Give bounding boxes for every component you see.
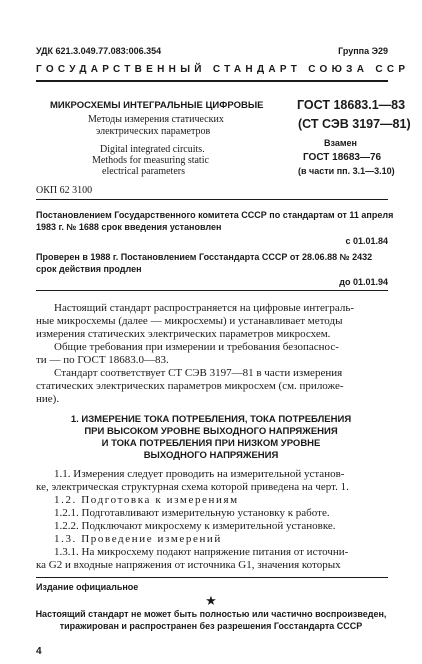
clause-1-3-1-line-2: ка G2 и входные напряжения от источника G1, значения которых: [36, 559, 341, 571]
intro-p3-line-3: ние).: [36, 393, 60, 405]
clause-1-2-2: 1.2.2. Подключают микросхему к измерительной установке.: [54, 520, 336, 532]
star-icon: ★: [205, 593, 217, 608]
section-1-heading-line-4: ВЫХОДНОГО НАПРЯЖЕНИЯ: [143, 450, 279, 461]
copyright-notice-line-1: Настоящий стандарт не может быть полностью или частично воспроизведен,: [35, 609, 387, 619]
standard-heading: ГОСУДАРСТВЕННЫЙ СТАНДАРТ СОЮЗА ССР: [36, 64, 410, 75]
intro-p1-line-3: измерения статических электрических параметров микросхем.: [36, 328, 331, 340]
checked-line-2: срок действия продлен: [36, 264, 142, 274]
clause-1-3-1-line-1: 1.3.1. На микросхему подают напряжение питания от источни-: [54, 546, 349, 558]
subtitle-line-1: Методы измерения статических: [88, 114, 224, 125]
clause-1-1-line-1: 1.1. Измерения следует проводить на измерительной установ-: [54, 468, 345, 480]
subtitle-line-2: электрических параметров: [96, 126, 211, 137]
intro-p2-line-1: Общие требования при измерении и требования безопаснос-: [54, 341, 339, 353]
okp-code: ОКП 62 3100: [36, 185, 93, 196]
intro-p1-line-2: ные микросхемы (далее — микросхемы) и устанавливает методы: [36, 315, 343, 327]
st-sev-number: (СТ СЭВ 3197—81): [298, 117, 411, 131]
footer-rule: [36, 577, 388, 578]
clause-1-3: 1.3. Проведение измерений: [54, 533, 222, 545]
clause-1-1-line-2: ке, электрическая структурная схема которой приведена на черт. 1.: [36, 481, 349, 493]
clause-1-2: 1.2. Подготовка к измерениям: [54, 494, 239, 506]
header-rule: [36, 80, 388, 82]
replaces-gost: ГОСТ 18683—76: [303, 152, 382, 163]
decree-line-1: Постановлением Государственного комитета СССР по стандартам от 11 апреля: [36, 210, 394, 220]
english-title-line-1: Digital integrated circuits.: [100, 144, 205, 155]
udk-code: УДК 621.3.049.77.083:006.354: [36, 46, 162, 56]
english-title-line-3: electrical parameters: [102, 166, 185, 177]
decree-date: с 01.01.84: [345, 236, 388, 246]
replaces-label: Взамен: [324, 138, 357, 148]
intro-p3-line-2: статических электрических параметров микросхем (см. приложе-: [36, 380, 344, 392]
replaces-parts: (в части пп. 3.1—3.10): [298, 166, 395, 176]
document-title: МИКРОСХЕМЫ ИНТЕГРАЛЬНЫЕ ЦИФРОВЫЕ: [50, 100, 264, 111]
okp-rule: [36, 199, 388, 200]
gost-number: ГОСТ 18683.1—83: [297, 98, 406, 112]
section-1-heading-line-3: И ТОКА ПОТРЕБЛЕНИЯ ПРИ НИЗКОМ УРОВНЕ: [101, 438, 321, 449]
intro-p3-line-1: Стандарт соответствует СТ СЭВ 3197—81 в части измерения: [54, 367, 343, 379]
english-title-line-2: Methods for measuring static: [92, 155, 209, 166]
group-code: Группа Э29: [338, 46, 388, 56]
copyright-notice-line-2: тиражирован и распространен без разрешения Госстандарта СССР: [59, 621, 363, 631]
checked-rule: [36, 290, 388, 291]
intro-p1-line-1: Настоящий стандарт распространяется на цифровые интеграль-: [54, 302, 355, 314]
clause-1-2-1: 1.2.1. Подготавливают измерительную установку к работе.: [54, 507, 330, 519]
section-1-heading-line-2: ПРИ ВЫСОКОМ УРОВНЕ ВЫХОДНОГО НАПРЯЖЕНИЯ: [84, 426, 338, 437]
decree-line-2: 1983 г. № 1688 срок введения установлен: [36, 222, 222, 232]
section-1-heading-line-1: 1. ИЗМЕРЕНИЕ ТОКА ПОТРЕБЛЕНИЯ, ТОКА ПОТРЕБЛЕНИЯ: [70, 414, 352, 425]
checked-line-1: Проверен в 1988 г. Постановлением Госстандарта СССР от 28.06.88 № 2432: [36, 252, 373, 262]
official-edition-label: Издание официальное: [36, 582, 139, 592]
checked-date: до 01.01.94: [339, 277, 388, 287]
page-number: 4: [36, 646, 42, 657]
intro-p2-line-2: ти — по ГОСТ 18683.0—83.: [36, 354, 169, 366]
